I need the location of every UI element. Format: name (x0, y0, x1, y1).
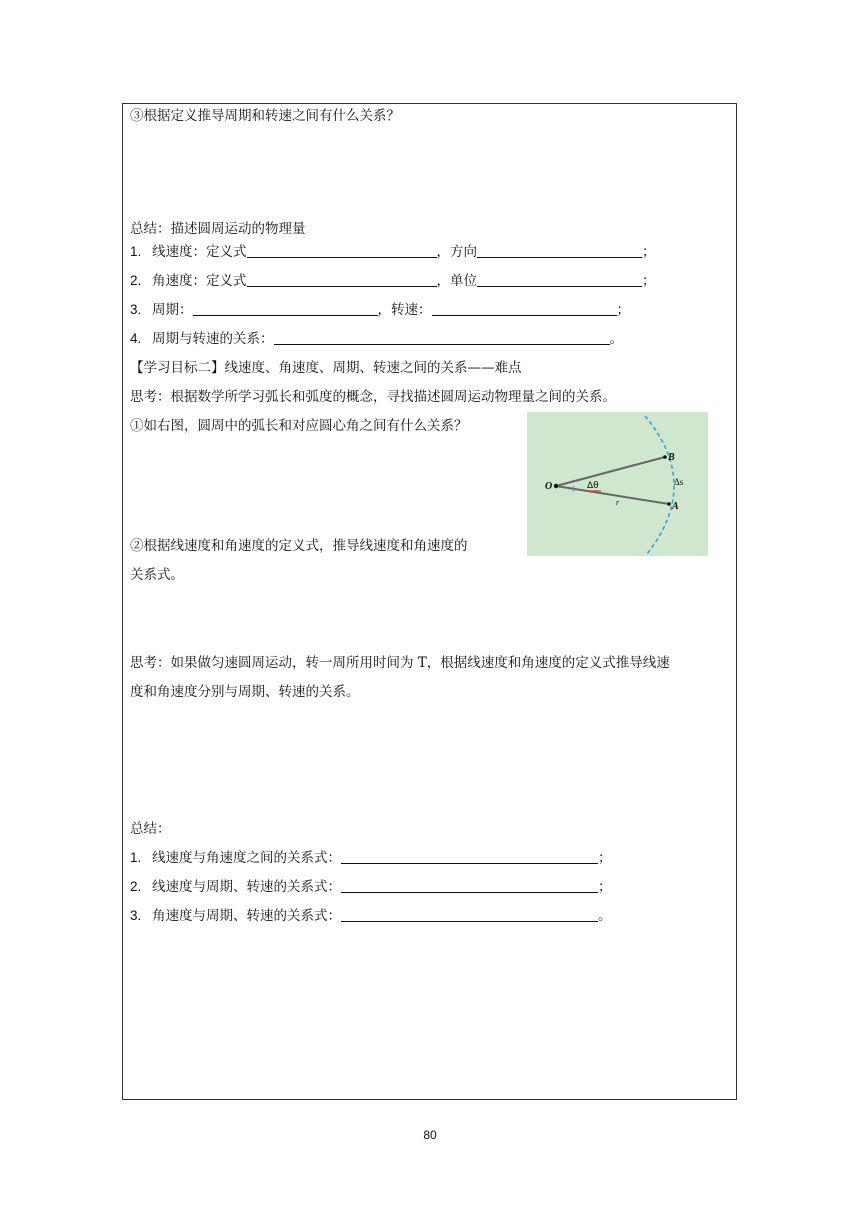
item-label: 角速度与周期、转速的关系式： (152, 908, 341, 924)
item-mid: ，方向 (436, 244, 477, 260)
radius-oa (556, 486, 669, 504)
item-end: 。 (598, 908, 612, 924)
radius-ob (556, 457, 665, 486)
summary-item-period-speed (130, 329, 623, 349)
think-1: 思考：根据数学所学习弧长和弧度的概念，寻找描述圆周运动物理量之间的关系。 (130, 389, 616, 405)
label-b: B (668, 452, 675, 463)
summary-item-linear-velocity (130, 242, 656, 262)
label-arc-length: Δs (674, 477, 684, 487)
think-2-line-1: 思考：如果做匀速圆周运动，转一周所用时间为 T，根据线速度和角速度的定义式推导线速 (130, 655, 670, 671)
point-a (667, 502, 671, 506)
item-label: 线速度与角速度之间的关系式： (152, 850, 341, 866)
answer-blank[interactable] (432, 301, 617, 316)
item-end: 。 (609, 331, 623, 347)
answer-blank[interactable] (193, 301, 378, 316)
item-end: ； (642, 244, 656, 260)
label-radius: r (616, 498, 620, 507)
item-end: ； (598, 879, 612, 895)
label-a: A (672, 501, 679, 512)
item-number: 2. (130, 879, 142, 894)
summary-2-item-2 (130, 877, 612, 897)
point-b (663, 455, 667, 459)
summary-2-item-1 (130, 848, 612, 868)
item-number: 3. (130, 302, 142, 317)
item-label: 线速度：定义式 (152, 244, 247, 260)
question-3: ③根据定义推导周期和转速之间有什么关系？ (130, 108, 400, 124)
item-label: 线速度与周期、转速的关系式： (152, 879, 341, 895)
think-2-line-2: 度和角速度分别与周期、转速的关系。 (130, 684, 360, 700)
circle-arc-figure (527, 412, 708, 556)
answer-blank[interactable] (247, 243, 437, 258)
point-o (554, 484, 558, 488)
item-number: 2. (130, 273, 142, 288)
answer-blank[interactable] (341, 907, 598, 922)
circle-arc (645, 416, 674, 554)
item-end: ； (642, 273, 656, 289)
item-end: ； (616, 302, 630, 318)
question-1: ①如右图，圆周中的弧长和对应圆心角之间有什么关系？ (130, 418, 468, 434)
item-number: 1. (130, 244, 142, 259)
answer-blank[interactable] (341, 878, 598, 893)
item-number: 3. (130, 908, 142, 923)
summary-2-title: 总结： (130, 821, 171, 837)
item-mid: ，转速： (377, 302, 432, 318)
summary-item-period (130, 300, 630, 320)
item-label: 周期与转速的关系： (152, 331, 274, 347)
item-number: 1. (130, 850, 142, 865)
summary-item-angular-velocity (130, 271, 656, 291)
summary-2-item-3 (130, 906, 612, 926)
item-end: ； (598, 850, 612, 866)
item-label: 周期： (152, 302, 193, 318)
summary-title: 总结：描述圆周运动的物理量 (130, 221, 306, 237)
answer-blank[interactable] (477, 243, 642, 258)
answer-blank[interactable] (274, 330, 610, 345)
item-mid: ，单位 (436, 273, 477, 289)
answer-blank[interactable] (247, 272, 437, 287)
learning-goal-2: 【学习目标二】线速度、角速度、周期、转速之间的关系——难点 (130, 360, 522, 376)
item-label: 角速度：定义式 (152, 273, 247, 289)
answer-blank[interactable] (477, 272, 642, 287)
answer-blank[interactable] (341, 849, 598, 864)
question-2-line-2: 关系式。 (130, 567, 184, 583)
item-number: 4. (130, 331, 142, 346)
page-number: 80 (423, 1128, 437, 1142)
label-o: O (545, 481, 553, 492)
question-2-line-1: ②根据线速度和角速度的定义式，推导线速度和角速度的 (130, 538, 468, 554)
label-theta: Δθ (587, 481, 599, 491)
arc-diagram (527, 412, 708, 556)
